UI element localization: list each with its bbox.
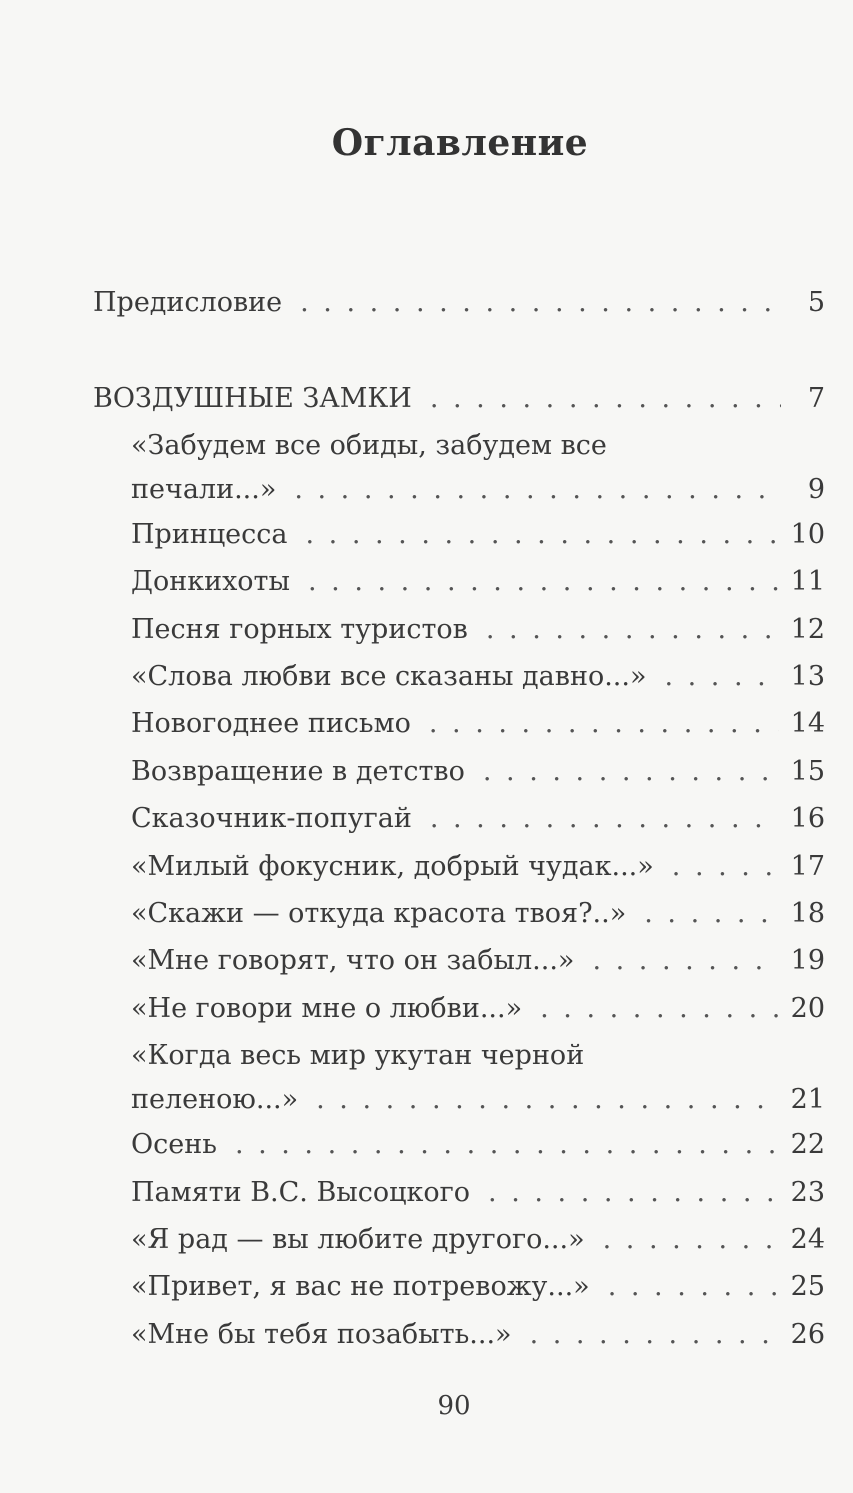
toc-entry-page: 12: [790, 614, 825, 645]
toc-entry-page: 5: [807, 287, 825, 318]
dot-leader: [672, 851, 779, 883]
toc-entry-page: 11: [790, 566, 825, 597]
dot-leader: [235, 1129, 779, 1161]
toc-entry: [131, 708, 825, 740]
toc-entry: [131, 1271, 825, 1303]
toc-entry: [131, 1129, 825, 1161]
dot-leader: [644, 898, 778, 930]
toc-entry: [131, 661, 825, 693]
toc-entry: [131, 1319, 825, 1351]
toc-entry-page: 19: [790, 945, 825, 976]
toc-entry-page: 23: [790, 1177, 825, 1208]
dot-leader: [592, 945, 778, 977]
toc-entry: [131, 566, 825, 598]
toc-entry-title: ВОЗДУШНЫЕ ЗАМКИ: [93, 383, 412, 414]
toc-entry-title: «Скажи — откуда красота твоя?..»: [131, 898, 627, 929]
toc-entry: [131, 1224, 825, 1256]
page-title: Оглавление: [331, 122, 589, 164]
toc-entry-page: 17: [790, 851, 825, 882]
toc-entry-title: печали...»: [131, 474, 277, 505]
toc-entry: [131, 1040, 825, 1116]
toc-entry-title: Осень: [131, 1129, 217, 1160]
toc-entry-title: Предисловие: [93, 287, 283, 318]
toc-entry: [131, 898, 825, 930]
toc-entry-title: Новогоднее письмо: [131, 708, 411, 739]
toc-entry: [131, 1177, 825, 1209]
dot-leader: [530, 1319, 779, 1351]
toc-entry-title: Возвращение в детство: [131, 756, 465, 787]
dot-leader: [429, 708, 779, 740]
toc-entry-page: 25: [790, 1271, 825, 1302]
toc-entry-page: 10: [790, 519, 825, 550]
toc-section-heading: [93, 383, 825, 415]
toc-entry-title: «Не говори мне о любви...»: [131, 993, 523, 1024]
toc-entry-page: 21: [790, 1084, 825, 1115]
toc-entry-page: 13: [790, 661, 825, 692]
toc-entry-title: «Слова любви все сказаны давно...»: [131, 661, 647, 692]
toc-entry-title: Донкихоты: [131, 566, 290, 597]
toc-entry-title: «Мне бы тебя позабыть...»: [131, 1319, 512, 1350]
dot-leader: [430, 383, 781, 415]
toc-entry-page: 24: [790, 1224, 825, 1255]
toc-entry: [131, 803, 825, 835]
toc-entry-title: «Привет, я вас не потревожу...»: [131, 1271, 590, 1302]
toc-entry-title: Сказочник-попугай: [131, 803, 412, 834]
dot-leader: [608, 1271, 779, 1303]
toc-entry: [131, 756, 825, 788]
toc-entry: [131, 993, 825, 1025]
dot-leader: [294, 474, 781, 506]
toc-entry-page: 14: [790, 708, 825, 739]
toc-entry-title: «Мне говорят, что он забыл...»: [131, 945, 575, 976]
dot-leader: [308, 566, 779, 598]
dot-leader: [306, 519, 779, 551]
page-number: 90: [437, 1391, 471, 1421]
toc-entry-title-line1: «Забудем все обиды, забудем все: [131, 430, 607, 461]
toc-entry-title: «Я рад — вы любите другого...»: [131, 1224, 585, 1255]
toc-entry-preface: [93, 287, 825, 319]
toc-entry: [131, 614, 825, 646]
toc-entry: [131, 851, 825, 883]
toc-entry: [131, 519, 825, 551]
toc-entry-page: 7: [807, 383, 825, 414]
dot-leader: [430, 803, 779, 835]
toc-entry-title: Принцесса: [131, 519, 288, 550]
toc-entry-page: 26: [790, 1319, 825, 1350]
toc-entry-title-line1: «Когда весь мир укутан черной: [131, 1040, 585, 1071]
toc-entry-title: Песня горных туристов: [131, 614, 468, 645]
dot-leader: [488, 1177, 779, 1209]
dot-leader: [664, 661, 778, 693]
toc-entry-title: пеленою...»: [131, 1084, 299, 1115]
toc-entry-page: 9: [807, 474, 825, 505]
toc-entry-page: 20: [790, 993, 825, 1024]
toc-entry-title: Памяти В.С. Высоцкого: [131, 1177, 471, 1208]
toc-entry: [131, 430, 825, 506]
dot-leader: [483, 756, 779, 788]
dot-leader: [540, 993, 779, 1025]
dot-leader: [486, 614, 779, 646]
toc-entry-page: 16: [790, 803, 825, 834]
toc-entry-title: «Милый фокусник, добрый чудак...»: [131, 851, 654, 882]
dot-leader: [316, 1084, 779, 1116]
dot-leader: [300, 287, 781, 319]
toc-entry: [131, 945, 825, 977]
dot-leader: [603, 1224, 779, 1256]
toc-entry-page: 18: [790, 898, 825, 929]
toc-entry-page: 22: [790, 1129, 825, 1160]
toc-entry-page: 15: [790, 756, 825, 787]
